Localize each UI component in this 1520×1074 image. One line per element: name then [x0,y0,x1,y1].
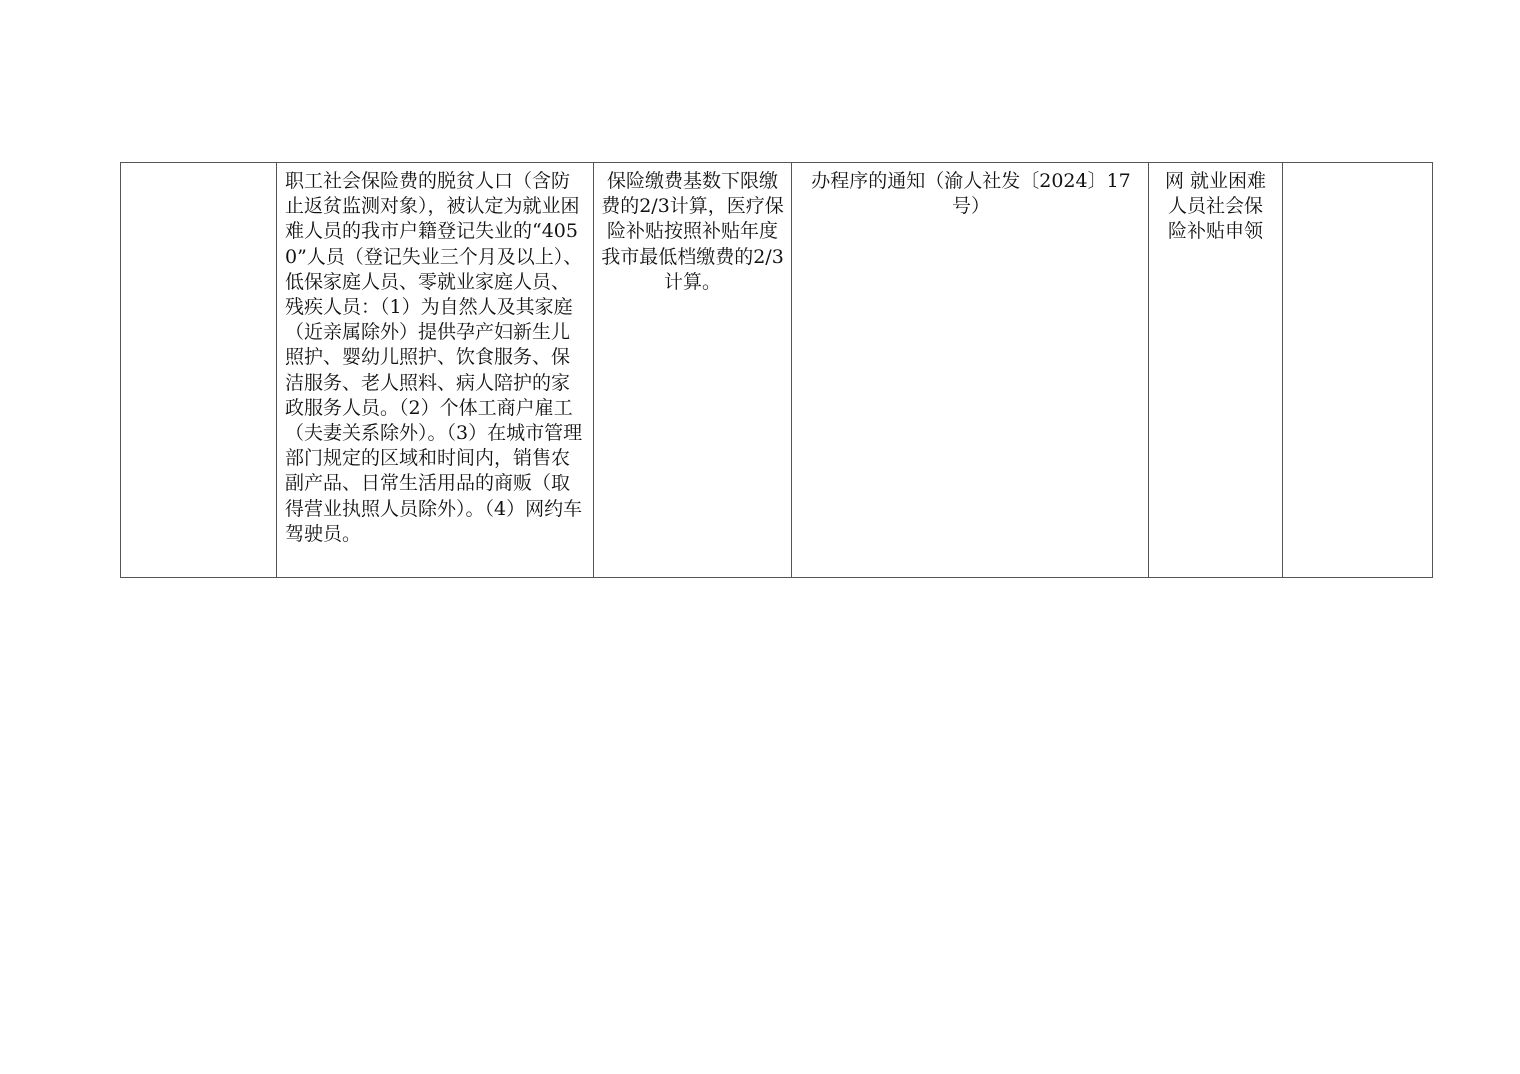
policy-table [120,162,1433,578]
cell-application-channel [1149,163,1283,578]
eligibility-text: 职工社会保险费的脱贫人口（含防止返贫监测对象），被认定为就业困难人员的我市户籍登记失业的“4050”人员（登记失业三个月及以上）、低保家庭人员、零就业家庭人员、残疾人员：（1）为自然人及其家庭（近亲属除外）提供孕产妇新生儿照护、婴幼儿照护、饮食服务、保洁服务、老人照料、病人陪护的家政服务人员。（2）个体工商户雇工（夫妻关系除外）。（3）在城市管理部门规定的区域和时间内，销售农副产品、日常生活用品的商贩（取得营业执照人员除外）。（4）网约车驾驶员。 [285,170,583,545]
cell-blank-left [121,163,277,578]
cell-blank-right [1283,163,1433,578]
application-channel-text: 网 就业困难人员社会保险补贴申领 [1164,170,1267,243]
cell-subsidy-standard [594,163,792,578]
subsidy-standard-text: 保险缴费基数下限缴费的2/3计算，医疗保险补贴按照补贴年度我市最低档缴费的2/3计算。 [601,170,784,293]
table-row [121,163,1433,578]
cell-policy-basis [792,163,1149,578]
policy-basis-text: 办程序的通知（渝人社发〔2024〕17号） [811,170,1131,218]
cell-eligibility [277,163,594,578]
